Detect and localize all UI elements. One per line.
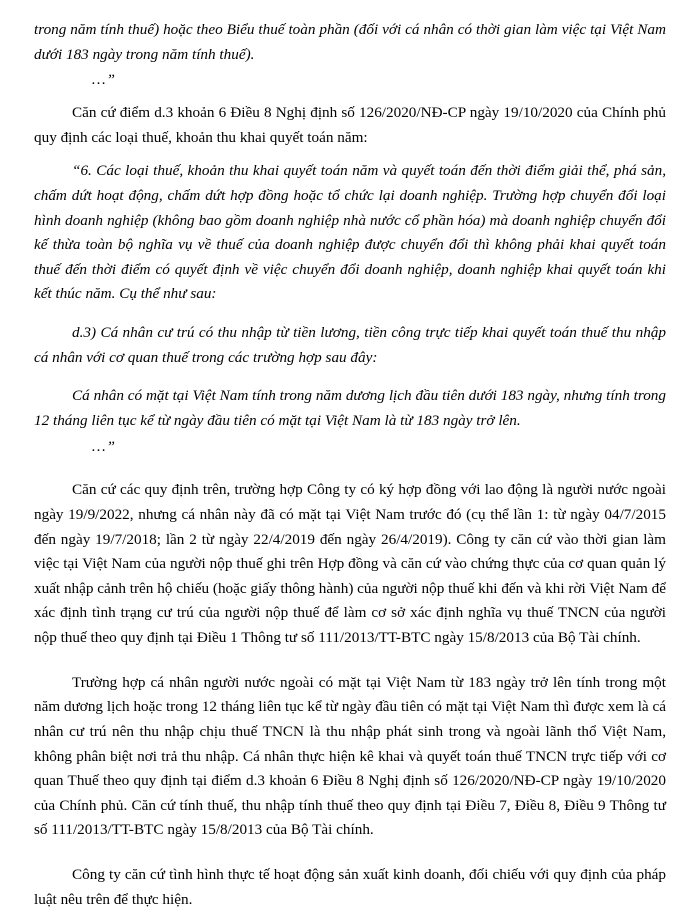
paragraph-legal-basis-decree: Căn cứ điểm d.3 khoản 6 Điều 8 Nghị định số 126/2020/NĐ-CP ngày 19/10/2020 của Chính phủ quy định các loại thuế, khoản thu khai quyết toán năm: — [34, 104, 666, 146]
paragraph-resident-rules: Trường hợp cá nhân người nước ngoài có mặt tại Việt Nam từ 183 ngày trở lên tính trong một năm dương lịch hoặc trong 12 tháng liên tục kể từ ngày đầu tiên có mặt tại Việt Nam thì được xem là cá nhân cư trú nên thu nhập chịu thuế TNCN là thu nhập phát sinh trong và ngoài lãnh thổ Việt Nam, không phân biệt nơi trả thu nhập. Cá nhân thực hiện kê khai và quyết toán thuế TNCN trực tiếp với cơ quan Thuế theo quy định tại điểm d.3 khoản 6 Điều 8 Nghị định số 126/2020/NĐ-CP ngày 19/10/2020 của Chính phủ. Căn cứ tính thuế, thu nhập tính thuế theo quy định tại Điều 7, Điều 8, Điều 9 Thông tư số 111/2013/TT-BTC ngày 15/8/2013 của Bộ Tài chính. — [34, 673, 666, 839]
ellipsis-marker-2: …” — [92, 437, 116, 455]
paragraph-conclusion: Công ty căn cứ tình hình thực tế hoạt động sản xuất kinh doanh, đối chiếu với quy định của pháp luật nêu trên để thực hiện. — [34, 866, 666, 908]
paragraph-quote-article6: “6. Các loại thuế, khoản thu khai quyết toán năm và quyết toán đến thời điểm giải thể, phá sản, chấm dứt hoạt động, chấm dứt hợp đồng hoặc tổ chức lại doanh nghiệp. Trường hợp chuyển đổi loại hình doanh nghiệp (không bao gồm doanh nghiệp nhà nước cổ phần hóa) mà doanh nghiệp chuyển đổi kế thừa toàn bộ nghĩa vụ về thuế của doanh nghiệp được chuyển đổi thì không phải khai quyết toán thuế đến thời điểm có quyết định về việc chuyển đổi doanh nghiệp, doanh nghiệp khai quyết toán khi kết thúc năm. Cụ thể như sau: — [34, 162, 666, 303]
ellipsis-marker-1: …” — [92, 71, 116, 89]
paragraph-quote-183days: Cá nhân có mặt tại Việt Nam tính trong năm dương lịch đầu tiên dưới 183 ngày, nhưng tính trong 12 tháng liên tục kể từ ngày đầu tiên có mặt tại Việt Nam là từ 183 ngày trở lên. — [34, 387, 666, 429]
paragraph-continuation: trong năm tính thuế) hoặc theo Biểu thuế toàn phần (đối với cá nhân có thời gian làm việc tại Việt Nam dưới 183 ngày trong năm tính thuế). — [34, 21, 666, 63]
paragraph-quote-d3: d.3) Cá nhân cư trú có thu nhập từ tiền lương, tiền công trực tiếp khai quyết toán thuế thu nhập cá nhân với cơ quan thuế trong các trường hợp sau đây: — [34, 324, 666, 366]
paragraph-case-analysis: Căn cứ các quy định trên, trường hợp Công ty có ký hợp đồng với lao động là người nước ngoài ngày 19/9/2022, nhưng cá nhân này đã có mặt tại Việt Nam trước đó (cụ thể lần 1: từ ngày 04/7/2015 đến ngày 19/7/2018; lần 2 từ ngày 22/4/2019 đến ngày 26/4/2019). Công ty căn cứ vào thời gian làm việc tại Việt Nam của người nộp thuế ghi trên Hợp đồng và căn cứ vào chứng thực của cơ quan quản lý xuất nhập cảnh trên hộ chiếu (hoặc giấy thông hành) của người nộp thuế khi đến và khi rời Việt Nam để xác định tình trạng cư trú của người nộp thuế để làm cơ sở xác định nghĩa vụ thuế TNCN của người nộp thuế theo quy định tại Điều 1 Thông tư số 111/2013/TT-BTC ngày 15/8/2013 của Bộ Tài chính. — [34, 481, 666, 647]
